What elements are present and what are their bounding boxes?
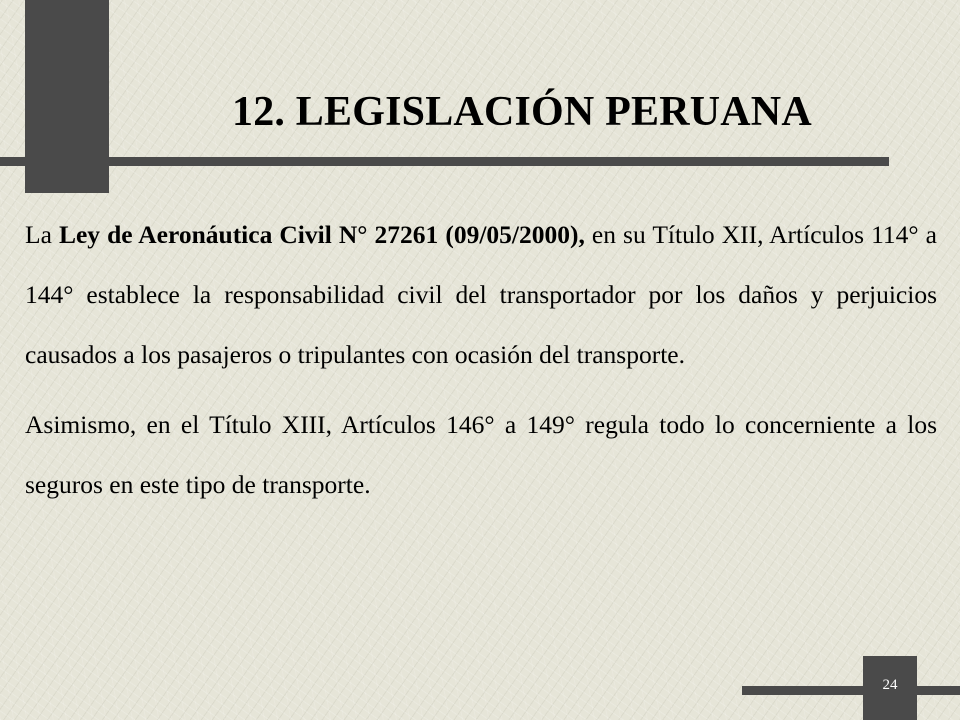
paragraph-insurance: Asimismo, en el Título XIII, Artículos 146° a 149° regula todo lo concerniente a los seguros en este tipo de transporte. bbox=[25, 410, 937, 499]
title-underline-bar bbox=[0, 157, 889, 166]
page-number: 24 bbox=[882, 677, 898, 693]
slide-body bbox=[25, 205, 937, 515]
paragraph-law-intro: La bbox=[25, 220, 59, 249]
law-reference: Ley de Aeronáutica Civil N° 27261 (09/05/2000), bbox=[58, 220, 585, 249]
paragraph-law-text: en su Título XII, Artículos 114° a 144° establece la responsabilidad civil del transportador por los daños y perjuicios causados a los pasajeros o tripulantes con ocasión del transporte. bbox=[25, 220, 937, 369]
footer-bar bbox=[742, 686, 960, 695]
slide-title: 12. LEGISLACIÓN PERUANA bbox=[232, 89, 812, 135]
paragraph-law bbox=[25, 205, 937, 385]
